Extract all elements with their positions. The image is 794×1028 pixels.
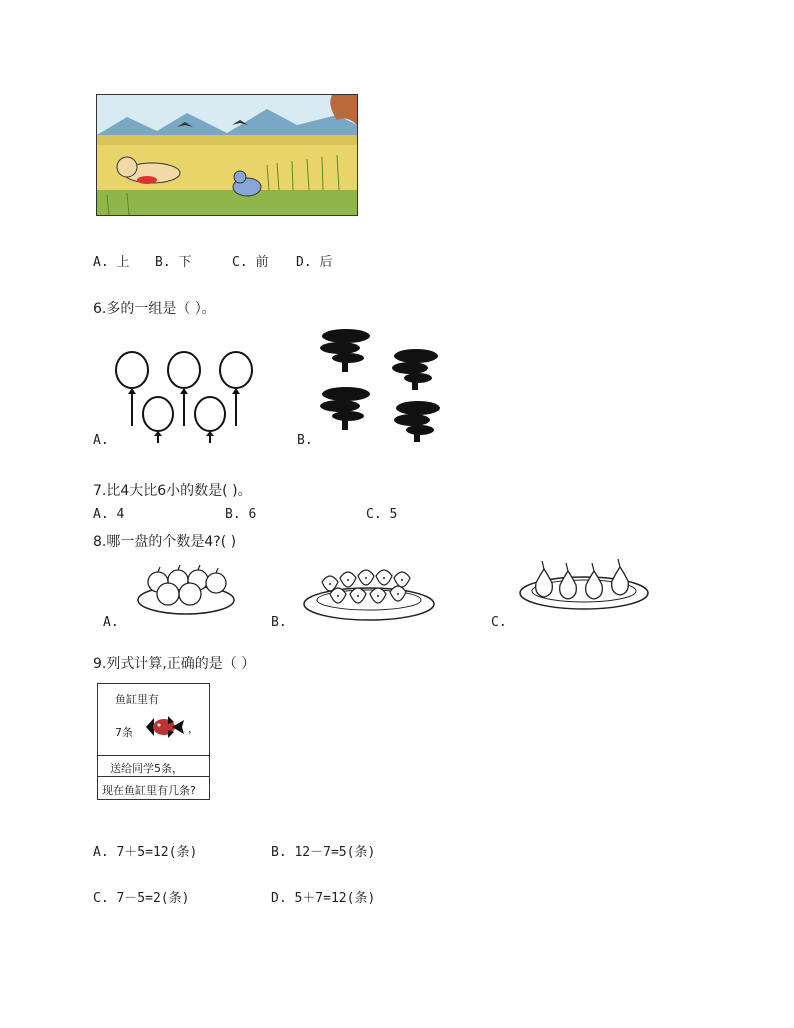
fish-box-line4: 现在鱼缸里有几条? [102, 784, 196, 797]
q9-option-d[interactable]: D. 5＋7=12(条) [271, 891, 376, 906]
q8-option-c[interactable]: C. [491, 615, 507, 630]
q7-option-c[interactable]: C. 5 [366, 507, 398, 522]
q5-option-d[interactable]: D. 后 [296, 255, 333, 270]
balloons-picture [110, 348, 260, 443]
q9-question: 9.列式计算,正确的是（ ） [93, 656, 256, 672]
divider [98, 755, 209, 756]
fish-box-line3: 送给同学5条， [110, 762, 183, 775]
q7-question: 7.比4大比6小的数是( )。 [93, 483, 252, 499]
scene-picture [96, 94, 358, 216]
trees-picture [318, 324, 448, 442]
fish-box-line1: 鱼缸里有 [115, 693, 159, 706]
q7-option-a[interactable]: A. 4 [93, 507, 125, 522]
q6-question: 6.多的一组是（ ）。 [93, 301, 216, 317]
q8-question: 8.哪一盘的个数是4?( ) [93, 534, 237, 550]
q9-option-b[interactable]: B. 12－7=5(条) [271, 845, 376, 860]
fish-box-line2: 7条 [115, 726, 133, 739]
q6-option-b[interactable]: B. [297, 433, 313, 448]
q6-option-a[interactable]: A. [93, 433, 109, 448]
q5-option-c[interactable]: C. 前 [232, 255, 269, 270]
q5-option-a[interactable]: A. 上 [93, 255, 130, 270]
q7-option-b[interactable]: B. 6 [225, 507, 257, 522]
fish-problem-box [97, 683, 210, 800]
apples-plate-picture [136, 564, 236, 616]
pears-plate-picture [518, 557, 650, 613]
fish-box-comma: ， [188, 722, 199, 735]
q8-option-a[interactable]: A. [103, 615, 119, 630]
q8-option-b[interactable]: B. [271, 615, 287, 630]
strawberries-plate-picture [302, 560, 437, 622]
q9-option-c[interactable]: C. 7－5=2(条) [93, 891, 190, 906]
q9-option-a[interactable]: A. 7＋5=12(条) [93, 845, 198, 860]
divider [98, 776, 209, 777]
q5-option-b[interactable]: B. 下 [155, 255, 192, 270]
fish-icon [142, 712, 188, 742]
